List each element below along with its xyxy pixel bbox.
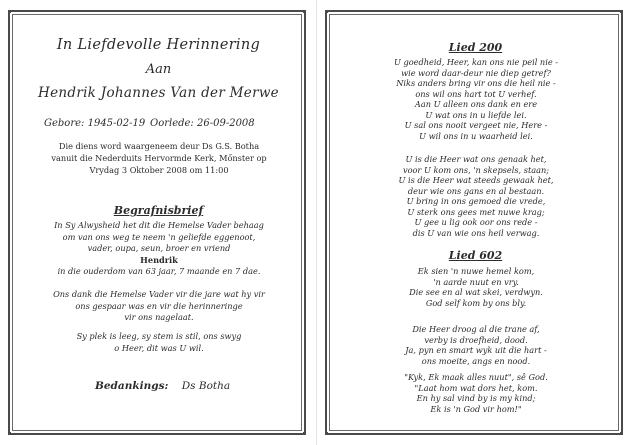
hymn-602-title: Lied 602 xyxy=(448,249,503,262)
verse-line: U is die Heer wat ons genaak het, xyxy=(405,154,547,164)
corner-ornament xyxy=(303,10,306,13)
corner-ornament xyxy=(325,432,328,435)
verse-line: Die see en al wat skei, verdwyn. xyxy=(409,287,543,297)
obituary-line: om van ons weg te neem 'n geliefde eggenoot, xyxy=(62,231,256,242)
verse-line: wie word daar-deur nie diep getref? xyxy=(401,67,551,78)
thanks-label: Bedankings: xyxy=(95,380,169,392)
verse-line: U sal ons nooit vergeet nie, Here - xyxy=(404,120,548,130)
corner-ornament xyxy=(620,432,623,435)
service-line: vanuit die Nederduits Hervormde Kerk, Mőnster op xyxy=(51,153,267,163)
died-label: Oorlede: xyxy=(150,118,194,129)
verse-line: 'n aarde nuut en vry. xyxy=(433,276,519,287)
obituary-line: In Sy Alwysheid het dit die Hemelse Vader behaag xyxy=(54,220,264,230)
verse-line: U gee u lig ook oor ons rede - xyxy=(414,217,538,227)
verse-line: Ek is 'n God vir hom!" xyxy=(430,403,522,414)
dedication-to: Aan xyxy=(145,62,172,77)
gratitude-line: vir ons nagelaat. xyxy=(124,312,194,322)
birth-death-dates xyxy=(44,118,284,129)
born-date: 1945-02-19 xyxy=(87,118,146,129)
thanks-name: Ds Botha xyxy=(181,380,231,392)
verse-line: U wat ons in u liefde lei. xyxy=(425,109,527,120)
obituary-first-name: Hendrik xyxy=(140,254,178,265)
hymn-verse xyxy=(345,154,607,238)
verse-line: U sterk ons gees met nuwe krag; xyxy=(407,206,545,217)
verse-line: ons moeite, angs en nood. xyxy=(421,355,531,366)
hymn-200-title: Lied 200 xyxy=(448,41,503,54)
verse-line: Ek sien 'n nuwe hemel kom, xyxy=(417,266,535,276)
memorial-title: In Liefdevolle Herinnering xyxy=(56,37,261,53)
verse-line: En hy sal vind by is my kind; xyxy=(416,393,536,403)
service-details xyxy=(30,140,288,176)
hymns-right-page xyxy=(317,0,634,445)
closing-verse xyxy=(30,331,288,354)
corner-ornament xyxy=(325,10,328,13)
verse-line: dis U van wie ons heil verwag. xyxy=(412,227,540,238)
verse-line: ons wil ons hart tot U verhef. xyxy=(415,88,537,99)
service-line: Die diens word waargeneem deur Ds G.S. Botha xyxy=(58,141,260,151)
obituary-line: vader, oupa, seun, broer en vriend xyxy=(87,243,231,253)
verse-line: verby is droefheid, dood. xyxy=(424,334,528,345)
verse-line: Ja, pyn en smart wyk uit die hart - xyxy=(405,345,547,355)
verse-line: Aan U alleen ons dank en ere xyxy=(414,99,538,109)
obituary-age: in die ouderdom van 63 jaar, 7 maande en 7 dae. xyxy=(57,266,261,276)
verse-line: God self kom by ons bly. xyxy=(425,297,527,308)
verse-line: "Laat hom wat dors het, kom. xyxy=(414,382,538,393)
verse-line: voor U kom ons, 'n skepsels, staan; xyxy=(402,164,550,175)
acknowledgements xyxy=(95,380,230,392)
born-label: Gebore: xyxy=(44,118,85,129)
corner-ornament xyxy=(8,10,11,13)
service-line: Vrydag 3 Oktober 2008 om 11:00 xyxy=(89,165,229,175)
gratitude-line: ons gespaar was en vir die herinneringe xyxy=(75,300,243,311)
obituary-paragraph xyxy=(30,220,288,278)
closing-line: o Heer, dit was U wil. xyxy=(114,342,204,353)
hymn-verse xyxy=(345,324,607,366)
obituary-heading: Begrafnisbrief xyxy=(113,204,204,217)
verse-line: U is die Heer wat steeds gewaak het, xyxy=(398,175,554,185)
closing-line: Sy plek is leeg, sy stem is stil, ons swyg xyxy=(76,331,242,341)
gratitude-line: Ons dank die Hemelse Vader vir die jare wat hy vir xyxy=(53,289,265,299)
verse-line: deur wie ons gans en al bestaan. xyxy=(407,185,545,196)
verse-line: U goedheid, Heer, kan ons nie peil nie - xyxy=(393,57,559,67)
verse-line: Niks anders bring vir ons die heil nie - xyxy=(396,78,556,88)
verse-line: "Kyk, Ek maak alles nuut", sê God. xyxy=(404,372,548,382)
gratitude-paragraph xyxy=(30,289,288,324)
verse-line: U wil ons in u waarheid lei. xyxy=(419,130,533,141)
died-date: 26-09-2008 xyxy=(197,118,255,129)
verse-line: Die Heer droog al die trane af, xyxy=(412,324,540,334)
corner-ornament xyxy=(303,432,306,435)
deceased-name: Hendrik Johannes Van der Merwe xyxy=(38,85,279,101)
verse-line: U bring in ons gemoed die vrede, xyxy=(406,196,546,206)
hymn-verse xyxy=(345,266,607,308)
hymn-verse xyxy=(345,57,607,141)
hymn-verse xyxy=(345,372,607,414)
corner-ornament xyxy=(8,432,11,435)
corner-ornament xyxy=(620,10,623,13)
